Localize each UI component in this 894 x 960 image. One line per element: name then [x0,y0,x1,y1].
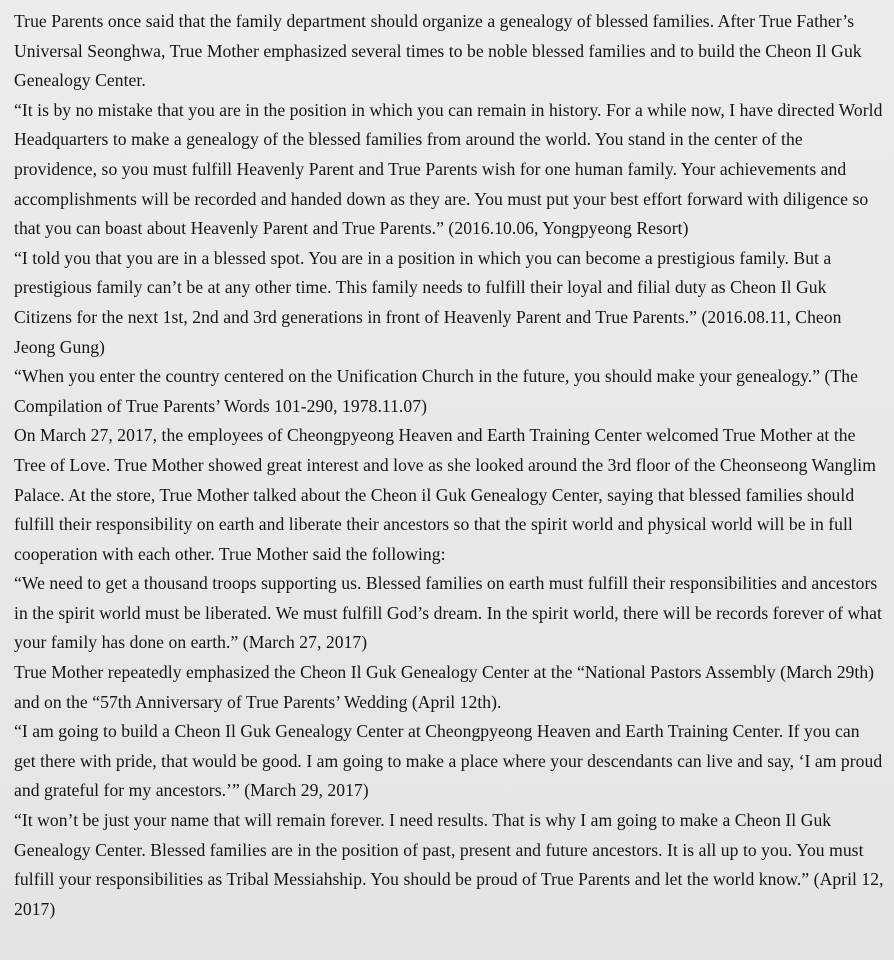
paragraph-march-27-visit: On March 27, 2017, the employees of Cheongpyeong Heaven and Earth Training Center welcomed True Mother at the Tree of Love. True Mother showed great interest and love as she looked around the 3rd floor of the Cheonseong Wanglim Palace. At the store, True Mother talked about the Cheon il Guk Genealogy Center, saying that blessed families should fulfill their responsibility on earth and liberate their ancestors so that the spirit world and physical world will be in full cooperation with each other. True Mother said the following: [14,425,876,564]
paragraph-intro: True Parents once said that the family department should organize a genealogy of blessed families. After True Father’s Universal Seonghwa, True Mother emphasized several times to be noble blessed families and to build the Cheon Il Guk Genealogy Center. [14,11,862,91]
paragraph-quote-april-12: “It won’t be just your name that will remain forever. I need results. That is why I am going to make a Cheon Il Guk Genealogy Center. Blessed families are in the position of past, present and future ancestors. It is all up to you. You must fulfill your responsibilities as Tribal Messiahship. You should be proud of True Parents and let the world know.” (April 12, 2017) [14,810,884,919]
paragraph-quote-march-27: “We need to get a thousand troops supporting us. Blessed families on earth must fulfill their responsibilities and ancestors in the spirit world must be liberated. We must fulfill God’s dream. In the spirit world, there will be records forever of what your family has done on earth.” (March 27, 2017) [14,573,882,653]
paragraph-repeated-emphasis: True Mother repeatedly emphasized the Cheon Il Guk Genealogy Center at the “National Pastors Assembly (March 29th) and on the “57th Anniversary of True Parents’ Wedding (April 12th). [14,662,875,712]
paragraph-quote-yongpyeong: “It is by no mistake that you are in the position in which you can remain in history. For a while now, I have directed World Headquarters to make a genealogy of the blessed families from around the world. You stand in the center of the providence, so you must fulfill Heavenly Parent and True Parents wish for one human family. Your achievements and accomplishments will be recorded and handed down as they are. You must put your best effort forward with diligence so that you can boast about Heavenly Parent and True Parents.” (2016.10.06, Yongpyeong Resort) [14,99,883,239]
paragraph-quote-march-29: “I am going to build a Cheon Il Guk Genealogy Center at Cheongpyeong Heaven and Earth Training Center. If you can get there with pride, that would be good. I am going to make a place where your descendants can live and say, ‘I am proud and grateful for my ancestors.’” (March 29, 2017) [14,721,883,801]
paragraph-quote-compilation: “When you enter the country centered on the Unification Church in the future, you should make your genealogy.” (The Compilation of True Parents’ Words 101-290, 1978.11.07) [14,366,858,416]
paragraph-quote-cheon-jeong-gung: “I told you that you are in a blessed spot. You are in a position in which you can become a prestigious family. But a prestigious family can’t be at any other time. This family needs to fulfill their loyal and filial duty as Cheon Il Guk Citizens for the next 1st, 2nd and 3rd generations in front of Heavenly Parent and True Parents.” (2016.08.11, Cheon Jeong Gung) [14,247,842,357]
